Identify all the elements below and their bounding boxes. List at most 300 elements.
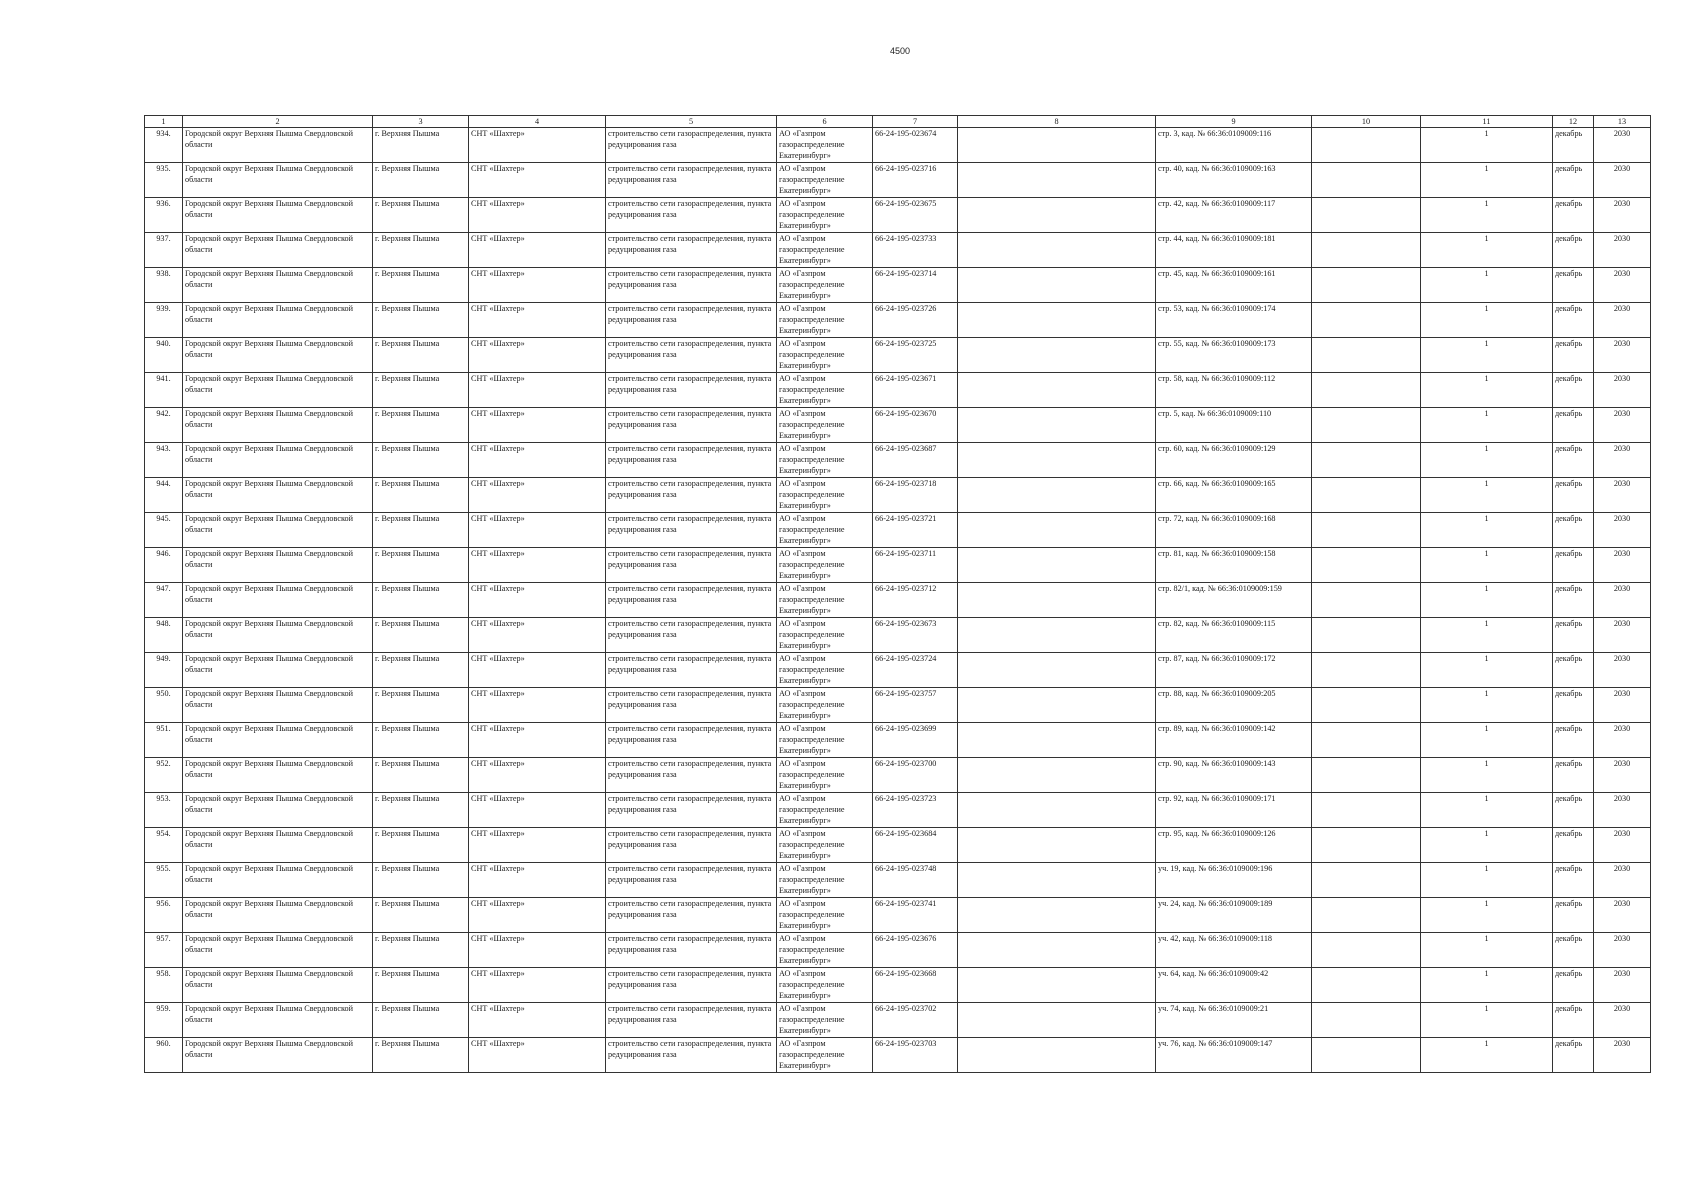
- column-8-cell: [958, 303, 1156, 338]
- organization-cell: АО «Газпром газораспределение Екатеринбург»: [777, 1038, 873, 1073]
- column-8-cell: [958, 933, 1156, 968]
- column-8-cell: [958, 548, 1156, 583]
- column-8-cell: [958, 583, 1156, 618]
- work-description-cell: строительство сети газораспределения, пункта редуцирования газа: [606, 933, 777, 968]
- column-10-cell: [1312, 303, 1421, 338]
- district-cell: Городской округ Верхняя Пышма Свердловской области: [183, 408, 373, 443]
- year-cell: 2030: [1594, 163, 1651, 198]
- column-8-cell: [958, 898, 1156, 933]
- year-cell: 2030: [1594, 1038, 1651, 1073]
- column-8-cell: [958, 1038, 1156, 1073]
- district-cell: Городской округ Верхняя Пышма Свердловской области: [183, 373, 373, 408]
- column-8-cell: [958, 723, 1156, 758]
- column-header-9: 9: [1156, 116, 1312, 128]
- column-8-cell: [958, 478, 1156, 513]
- quantity-cell: 1: [1421, 898, 1553, 933]
- address-cell: стр. 90, кад. № 66:36:0109009:143: [1156, 758, 1312, 793]
- address-cell: уч. 74, кад. № 66:36:0109009:21: [1156, 1003, 1312, 1038]
- quantity-cell: 1: [1421, 548, 1553, 583]
- object-cell: СНТ «Шахтер»: [469, 933, 606, 968]
- quantity-cell: 1: [1421, 408, 1553, 443]
- settlement-cell: г. Верхняя Пышма: [373, 968, 469, 1003]
- column-10-cell: [1312, 513, 1421, 548]
- object-cell: СНТ «Шахтер»: [469, 828, 606, 863]
- quantity-cell: 1: [1421, 618, 1553, 653]
- column-header-6: 6: [777, 116, 873, 128]
- address-cell: стр. 87, кад. № 66:36:0109009:172: [1156, 653, 1312, 688]
- work-description-cell: строительство сети газораспределения, пункта редуцирования газа: [606, 548, 777, 583]
- column-10-cell: [1312, 863, 1421, 898]
- organization-cell: АО «Газпром газораспределение Екатеринбург»: [777, 933, 873, 968]
- table-row: [145, 198, 1651, 233]
- organization-cell: АО «Газпром газораспределение Екатеринбург»: [777, 233, 873, 268]
- column-8-cell: [958, 1003, 1156, 1038]
- column-8-cell: [958, 443, 1156, 478]
- organization-cell: АО «Газпром газораспределение Екатеринбург»: [777, 373, 873, 408]
- organization-cell: АО «Газпром газораспределение Екатеринбург»: [777, 338, 873, 373]
- registry-id-cell: 66-24-195-023724: [873, 653, 958, 688]
- organization-cell: АО «Газпром газораспределение Екатеринбург»: [777, 583, 873, 618]
- address-cell: уч. 64, кад. № 66:36:0109009:42: [1156, 968, 1312, 1003]
- address-cell: стр. 60, кад. № 66:36:0109009:129: [1156, 443, 1312, 478]
- quantity-cell: 1: [1421, 653, 1553, 688]
- address-cell: уч. 42, кад. № 66:36:0109009:118: [1156, 933, 1312, 968]
- registry-id-cell: 66-24-195-023674: [873, 128, 958, 163]
- district-cell: Городской округ Верхняя Пышма Свердловской области: [183, 653, 373, 688]
- registry-id-cell: 66-24-195-023703: [873, 1038, 958, 1073]
- column-header-2: 2: [183, 116, 373, 128]
- settlement-cell: г. Верхняя Пышма: [373, 513, 469, 548]
- year-cell: 2030: [1594, 443, 1651, 478]
- table-row: [145, 758, 1651, 793]
- year-cell: 2030: [1594, 793, 1651, 828]
- column-header-1: 1: [145, 116, 183, 128]
- registry-id-cell: 66-24-195-023725: [873, 338, 958, 373]
- district-cell: Городской округ Верхняя Пышма Свердловской области: [183, 688, 373, 723]
- column-10-cell: [1312, 898, 1421, 933]
- settlement-cell: г. Верхняя Пышма: [373, 303, 469, 338]
- month-cell: декабрь: [1553, 303, 1594, 338]
- month-cell: декабрь: [1553, 828, 1594, 863]
- month-cell: декабрь: [1553, 443, 1594, 478]
- column-8-cell: [958, 793, 1156, 828]
- registry-id-cell: 66-24-195-023733: [873, 233, 958, 268]
- year-cell: 2030: [1594, 653, 1651, 688]
- gasification-table-container: [144, 115, 1650, 1073]
- table-row: [145, 723, 1651, 758]
- column-8-cell: [958, 408, 1156, 443]
- object-cell: СНТ «Шахтер»: [469, 898, 606, 933]
- settlement-cell: г. Верхняя Пышма: [373, 198, 469, 233]
- year-cell: 2030: [1594, 828, 1651, 863]
- registry-id-cell: 66-24-195-023670: [873, 408, 958, 443]
- quantity-cell: 1: [1421, 163, 1553, 198]
- row-number-cell: 935.: [145, 163, 183, 198]
- column-10-cell: [1312, 933, 1421, 968]
- object-cell: СНТ «Шахтер»: [469, 338, 606, 373]
- registry-id-cell: 66-24-195-023684: [873, 828, 958, 863]
- column-8-cell: [958, 233, 1156, 268]
- column-header-10: 10: [1312, 116, 1421, 128]
- month-cell: декабрь: [1553, 373, 1594, 408]
- column-8-cell: [958, 338, 1156, 373]
- table-header-row: [145, 116, 1651, 128]
- organization-cell: АО «Газпром газораспределение Екатеринбург»: [777, 408, 873, 443]
- row-number-cell: 959.: [145, 1003, 183, 1038]
- object-cell: СНТ «Шахтер»: [469, 268, 606, 303]
- month-cell: декабрь: [1553, 233, 1594, 268]
- row-number-cell: 957.: [145, 933, 183, 968]
- district-cell: Городской округ Верхняя Пышма Свердловской области: [183, 968, 373, 1003]
- organization-cell: АО «Газпром газораспределение Екатеринбург»: [777, 758, 873, 793]
- address-cell: стр. 88, кад. № 66:36:0109009:205: [1156, 688, 1312, 723]
- column-header-5: 5: [606, 116, 777, 128]
- registry-id-cell: 66-24-195-023676: [873, 933, 958, 968]
- row-number-cell: 940.: [145, 338, 183, 373]
- table-row: [145, 408, 1651, 443]
- column-header-4: 4: [469, 116, 606, 128]
- column-10-cell: [1312, 233, 1421, 268]
- table-row: [145, 1038, 1651, 1073]
- month-cell: декабрь: [1553, 128, 1594, 163]
- row-number-cell: 938.: [145, 268, 183, 303]
- year-cell: 2030: [1594, 933, 1651, 968]
- work-description-cell: строительство сети газораспределения, пункта редуцирования газа: [606, 863, 777, 898]
- registry-id-cell: 66-24-195-023699: [873, 723, 958, 758]
- object-cell: СНТ «Шахтер»: [469, 688, 606, 723]
- column-header-8: 8: [958, 116, 1156, 128]
- object-cell: СНТ «Шахтер»: [469, 303, 606, 338]
- year-cell: 2030: [1594, 478, 1651, 513]
- table-row: [145, 898, 1651, 933]
- quantity-cell: 1: [1421, 583, 1553, 618]
- column-10-cell: [1312, 408, 1421, 443]
- registry-id-cell: 66-24-195-023726: [873, 303, 958, 338]
- object-cell: СНТ «Шахтер»: [469, 128, 606, 163]
- table-row: [145, 1003, 1651, 1038]
- quantity-cell: 1: [1421, 758, 1553, 793]
- quantity-cell: 1: [1421, 968, 1553, 1003]
- object-cell: СНТ «Шахтер»: [469, 408, 606, 443]
- district-cell: Городской округ Верхняя Пышма Свердловской области: [183, 758, 373, 793]
- settlement-cell: г. Верхняя Пышма: [373, 128, 469, 163]
- month-cell: декабрь: [1553, 163, 1594, 198]
- year-cell: 2030: [1594, 303, 1651, 338]
- work-description-cell: строительство сети газораспределения, пункта редуцирования газа: [606, 653, 777, 688]
- district-cell: Городской округ Верхняя Пышма Свердловской области: [183, 898, 373, 933]
- column-8-cell: [958, 758, 1156, 793]
- address-cell: уч. 24, кад. № 66:36:0109009:189: [1156, 898, 1312, 933]
- column-10-cell: [1312, 618, 1421, 653]
- work-description-cell: строительство сети газораспределения, пункта редуцирования газа: [606, 268, 777, 303]
- address-cell: стр. 40, кад. № 66:36:0109009:163: [1156, 163, 1312, 198]
- work-description-cell: строительство сети газораспределения, пункта редуцирования газа: [606, 408, 777, 443]
- column-10-cell: [1312, 1003, 1421, 1038]
- district-cell: Городской округ Верхняя Пышма Свердловской области: [183, 1038, 373, 1073]
- month-cell: декабрь: [1553, 513, 1594, 548]
- registry-id-cell: 66-24-195-023673: [873, 618, 958, 653]
- year-cell: 2030: [1594, 968, 1651, 1003]
- quantity-cell: 1: [1421, 863, 1553, 898]
- row-number-cell: 945.: [145, 513, 183, 548]
- object-cell: СНТ «Шахтер»: [469, 1038, 606, 1073]
- organization-cell: АО «Газпром газораспределение Екатеринбург»: [777, 653, 873, 688]
- object-cell: СНТ «Шахтер»: [469, 443, 606, 478]
- year-cell: 2030: [1594, 338, 1651, 373]
- address-cell: уч. 76, кад. № 66:36:0109009:147: [1156, 1038, 1312, 1073]
- year-cell: 2030: [1594, 618, 1651, 653]
- district-cell: Городской округ Верхняя Пышма Свердловской области: [183, 618, 373, 653]
- month-cell: декабрь: [1553, 863, 1594, 898]
- settlement-cell: г. Верхняя Пышма: [373, 653, 469, 688]
- settlement-cell: г. Верхняя Пышма: [373, 828, 469, 863]
- registry-id-cell: 66-24-195-023716: [873, 163, 958, 198]
- table-row: [145, 618, 1651, 653]
- column-10-cell: [1312, 828, 1421, 863]
- registry-id-cell: 66-24-195-023702: [873, 1003, 958, 1038]
- row-number-cell: 937.: [145, 233, 183, 268]
- object-cell: СНТ «Шахтер»: [469, 863, 606, 898]
- row-number-cell: 958.: [145, 968, 183, 1003]
- district-cell: Городской округ Верхняя Пышма Свердловской области: [183, 863, 373, 898]
- address-cell: стр. 82, кад. № 66:36:0109009:115: [1156, 618, 1312, 653]
- address-cell: стр. 82/1, кад. № 66:36:0109009:159: [1156, 583, 1312, 618]
- column-10-cell: [1312, 793, 1421, 828]
- organization-cell: АО «Газпром газораспределение Екатеринбург»: [777, 303, 873, 338]
- district-cell: Городской округ Верхняя Пышма Свердловской области: [183, 793, 373, 828]
- district-cell: Городской округ Верхняя Пышма Свердловской области: [183, 1003, 373, 1038]
- district-cell: Городской округ Верхняя Пышма Свердловской области: [183, 128, 373, 163]
- row-number-cell: 948.: [145, 618, 183, 653]
- column-header-7: 7: [873, 116, 958, 128]
- registry-id-cell: 66-24-195-023748: [873, 863, 958, 898]
- work-description-cell: строительство сети газораспределения, пункта редуцирования газа: [606, 373, 777, 408]
- month-cell: декабрь: [1553, 968, 1594, 1003]
- quantity-cell: 1: [1421, 793, 1553, 828]
- column-8-cell: [958, 128, 1156, 163]
- column-8-cell: [958, 163, 1156, 198]
- table-row: [145, 373, 1651, 408]
- district-cell: Городской округ Верхняя Пышма Свердловской области: [183, 828, 373, 863]
- page-number: 4500: [889, 46, 911, 56]
- settlement-cell: г. Верхняя Пышма: [373, 723, 469, 758]
- year-cell: 2030: [1594, 128, 1651, 163]
- settlement-cell: г. Верхняя Пышма: [373, 1003, 469, 1038]
- column-10-cell: [1312, 163, 1421, 198]
- row-number-cell: 934.: [145, 128, 183, 163]
- table-row: [145, 968, 1651, 1003]
- settlement-cell: г. Верхняя Пышма: [373, 793, 469, 828]
- object-cell: СНТ «Шахтер»: [469, 618, 606, 653]
- work-description-cell: строительство сети газораспределения, пункта редуцирования газа: [606, 478, 777, 513]
- column-10-cell: [1312, 758, 1421, 793]
- table-row: [145, 163, 1651, 198]
- settlement-cell: г. Верхняя Пышма: [373, 688, 469, 723]
- organization-cell: АО «Газпром газораспределение Екатеринбург»: [777, 163, 873, 198]
- column-8-cell: [958, 828, 1156, 863]
- work-description-cell: строительство сети газораспределения, пункта редуцирования газа: [606, 1003, 777, 1038]
- month-cell: декабрь: [1553, 618, 1594, 653]
- object-cell: СНТ «Шахтер»: [469, 478, 606, 513]
- table-row: [145, 863, 1651, 898]
- quantity-cell: 1: [1421, 303, 1553, 338]
- address-cell: стр. 45, кад. № 66:36:0109009:161: [1156, 268, 1312, 303]
- row-number-cell: 956.: [145, 898, 183, 933]
- column-10-cell: [1312, 1038, 1421, 1073]
- month-cell: декабрь: [1553, 688, 1594, 723]
- organization-cell: АО «Газпром газораспределение Екатеринбург»: [777, 618, 873, 653]
- row-number-cell: 941.: [145, 373, 183, 408]
- table-row: [145, 128, 1651, 163]
- settlement-cell: г. Верхняя Пышма: [373, 898, 469, 933]
- registry-id-cell: 66-24-195-023712: [873, 583, 958, 618]
- column-10-cell: [1312, 478, 1421, 513]
- table-row: [145, 478, 1651, 513]
- address-cell: стр. 58, кад. № 66:36:0109009:112: [1156, 373, 1312, 408]
- year-cell: 2030: [1594, 198, 1651, 233]
- row-number-cell: 952.: [145, 758, 183, 793]
- district-cell: Городской округ Верхняя Пышма Свердловской области: [183, 303, 373, 338]
- month-cell: декабрь: [1553, 758, 1594, 793]
- month-cell: декабрь: [1553, 548, 1594, 583]
- object-cell: СНТ «Шахтер»: [469, 758, 606, 793]
- settlement-cell: г. Верхняя Пышма: [373, 373, 469, 408]
- settlement-cell: г. Верхняя Пышма: [373, 478, 469, 513]
- registry-id-cell: 66-24-195-023675: [873, 198, 958, 233]
- month-cell: декабрь: [1553, 1038, 1594, 1073]
- district-cell: Городской округ Верхняя Пышма Свердловской области: [183, 478, 373, 513]
- quantity-cell: 1: [1421, 338, 1553, 373]
- table-row: [145, 268, 1651, 303]
- registry-id-cell: 66-24-195-023671: [873, 373, 958, 408]
- quantity-cell: 1: [1421, 723, 1553, 758]
- table-row: [145, 828, 1651, 863]
- address-cell: стр. 3, кад. № 66:36:0109009:116: [1156, 128, 1312, 163]
- quantity-cell: 1: [1421, 688, 1553, 723]
- year-cell: 2030: [1594, 723, 1651, 758]
- column-10-cell: [1312, 198, 1421, 233]
- row-number-cell: 960.: [145, 1038, 183, 1073]
- work-description-cell: строительство сети газораспределения, пункта редуцирования газа: [606, 513, 777, 548]
- settlement-cell: г. Верхняя Пышма: [373, 233, 469, 268]
- district-cell: Городской округ Верхняя Пышма Свердловской области: [183, 933, 373, 968]
- column-header-12: 12: [1553, 116, 1594, 128]
- settlement-cell: г. Верхняя Пышма: [373, 443, 469, 478]
- column-10-cell: [1312, 548, 1421, 583]
- settlement-cell: г. Верхняя Пышма: [373, 618, 469, 653]
- work-description-cell: строительство сети газораспределения, пункта редуцирования газа: [606, 968, 777, 1003]
- month-cell: декабрь: [1553, 933, 1594, 968]
- quantity-cell: 1: [1421, 1038, 1553, 1073]
- table-row: [145, 443, 1651, 478]
- year-cell: 2030: [1594, 373, 1651, 408]
- table-row: [145, 653, 1651, 688]
- address-cell: стр. 92, кад. № 66:36:0109009:171: [1156, 793, 1312, 828]
- address-cell: стр. 72, кад. № 66:36:0109009:168: [1156, 513, 1312, 548]
- year-cell: 2030: [1594, 583, 1651, 618]
- column-10-cell: [1312, 968, 1421, 1003]
- organization-cell: АО «Газпром газораспределение Екатеринбург»: [777, 793, 873, 828]
- district-cell: Городской округ Верхняя Пышма Свердловской области: [183, 268, 373, 303]
- work-description-cell: строительство сети газораспределения, пункта редуцирования газа: [606, 723, 777, 758]
- organization-cell: АО «Газпром газораспределение Екатеринбург»: [777, 478, 873, 513]
- work-description-cell: строительство сети газораспределения, пункта редуцирования газа: [606, 443, 777, 478]
- column-10-cell: [1312, 373, 1421, 408]
- month-cell: декабрь: [1553, 198, 1594, 233]
- quantity-cell: 1: [1421, 443, 1553, 478]
- table-row: [145, 303, 1651, 338]
- column-8-cell: [958, 198, 1156, 233]
- district-cell: Городской округ Верхняя Пышма Свердловской области: [183, 338, 373, 373]
- column-10-cell: [1312, 268, 1421, 303]
- year-cell: 2030: [1594, 408, 1651, 443]
- row-number-cell: 949.: [145, 653, 183, 688]
- registry-id-cell: 66-24-195-023687: [873, 443, 958, 478]
- registry-id-cell: 66-24-195-023757: [873, 688, 958, 723]
- table-row: [145, 548, 1651, 583]
- organization-cell: АО «Газпром газораспределение Екатеринбург»: [777, 968, 873, 1003]
- address-cell: стр. 81, кад. № 66:36:0109009:158: [1156, 548, 1312, 583]
- year-cell: 2030: [1594, 513, 1651, 548]
- column-10-cell: [1312, 653, 1421, 688]
- work-description-cell: строительство сети газораспределения, пункта редуцирования газа: [606, 303, 777, 338]
- object-cell: СНТ «Шахтер»: [469, 793, 606, 828]
- object-cell: СНТ «Шахтер»: [469, 1003, 606, 1038]
- work-description-cell: строительство сети газораспределения, пункта редуцирования газа: [606, 163, 777, 198]
- row-number-cell: 939.: [145, 303, 183, 338]
- organization-cell: АО «Газпром газораспределение Екатеринбург»: [777, 128, 873, 163]
- month-cell: декабрь: [1553, 408, 1594, 443]
- quantity-cell: 1: [1421, 828, 1553, 863]
- column-8-cell: [958, 863, 1156, 898]
- organization-cell: АО «Газпром газораспределение Екатеринбург»: [777, 198, 873, 233]
- row-number-cell: 943.: [145, 443, 183, 478]
- address-cell: стр. 42, кад. № 66:36:0109009:117: [1156, 198, 1312, 233]
- organization-cell: АО «Газпром газораспределение Екатеринбург»: [777, 513, 873, 548]
- object-cell: СНТ «Шахтер»: [469, 723, 606, 758]
- settlement-cell: г. Верхняя Пышма: [373, 163, 469, 198]
- table-row: [145, 933, 1651, 968]
- month-cell: декабрь: [1553, 583, 1594, 618]
- object-cell: СНТ «Шахтер»: [469, 373, 606, 408]
- address-cell: уч. 19, кад. № 66:36:0109009:196: [1156, 863, 1312, 898]
- object-cell: СНТ «Шахтер»: [469, 968, 606, 1003]
- month-cell: декабрь: [1553, 793, 1594, 828]
- quantity-cell: 1: [1421, 933, 1553, 968]
- column-10-cell: [1312, 723, 1421, 758]
- settlement-cell: г. Верхняя Пышма: [373, 863, 469, 898]
- work-description-cell: строительство сети газораспределения, пункта редуцирования газа: [606, 793, 777, 828]
- row-number-cell: 951.: [145, 723, 183, 758]
- quantity-cell: 1: [1421, 513, 1553, 548]
- column-8-cell: [958, 268, 1156, 303]
- registry-id-cell: 66-24-195-023711: [873, 548, 958, 583]
- organization-cell: АО «Газпром газораспределение Екатеринбург»: [777, 828, 873, 863]
- column-8-cell: [958, 968, 1156, 1003]
- work-description-cell: строительство сети газораспределения, пункта редуцирования газа: [606, 618, 777, 653]
- column-8-cell: [958, 513, 1156, 548]
- row-number-cell: 936.: [145, 198, 183, 233]
- month-cell: декабрь: [1553, 478, 1594, 513]
- work-description-cell: строительство сети газораспределения, пункта редуцирования газа: [606, 583, 777, 618]
- work-description-cell: строительство сети газораспределения, пункта редуцирования газа: [606, 1038, 777, 1073]
- work-description-cell: строительство сети газораспределения, пункта редуцирования газа: [606, 198, 777, 233]
- district-cell: Городской округ Верхняя Пышма Свердловской области: [183, 443, 373, 478]
- column-10-cell: [1312, 443, 1421, 478]
- column-10-cell: [1312, 688, 1421, 723]
- address-cell: стр. 66, кад. № 66:36:0109009:165: [1156, 478, 1312, 513]
- month-cell: декабрь: [1553, 1003, 1594, 1038]
